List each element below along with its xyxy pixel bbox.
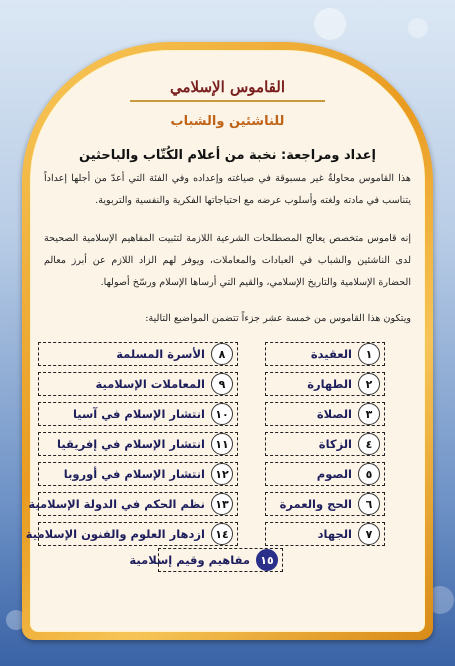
topic-number: ٦ (358, 493, 380, 515)
topic-label: نظم الحكم في الدولة الإسلامية (28, 497, 205, 511)
topic-number: ٢ (358, 373, 380, 395)
topic-item (38, 432, 238, 456)
topic-item (265, 372, 385, 396)
topic-number: ٤ (358, 433, 380, 455)
topic-label: الصلاة (316, 407, 352, 421)
topic-number: ٧ (358, 523, 380, 545)
credits-line: إعداد ومراجعة: نخبة من أعلام الكُتّاب والباحثين (79, 148, 376, 163)
topic-number: ١٤ (211, 523, 233, 545)
topic-item (265, 432, 385, 456)
topic-item (265, 522, 385, 546)
topic-number: ١١ (211, 433, 233, 455)
topic-item (38, 342, 238, 366)
topic-label: الزكاة (318, 437, 352, 451)
topic-number: ١٣ (211, 493, 233, 515)
title-underline (130, 100, 325, 102)
topics-list-left (25, 342, 238, 552)
topic-item (38, 462, 238, 486)
topic-item (25, 522, 238, 546)
topic-item (265, 462, 385, 486)
topic-number: ١٥ (256, 549, 278, 571)
topic-item (38, 402, 238, 426)
intro-paragraph: هذا القاموس محاولةٌ غير مسبوقة في صياغته وإعداده وفي الفئة التي أعدّ من أجلها إعداداً يتناسب في مادته ولغته وأسلوب عرضه مع احتياجاتها الفكرية والنفسية والتربوية. (44, 173, 411, 206)
page-title: القاموس الإسلامي (170, 78, 285, 96)
topic-label: الصوم (316, 467, 352, 481)
topic-number: ٣ (358, 403, 380, 425)
topics-list-right (265, 342, 385, 552)
topic-number: ١٢ (211, 463, 233, 485)
topic-label: المعاملات الإسلامية (95, 377, 205, 391)
topic-label: الجهاد (317, 527, 352, 541)
topic-label: انتشار الإسلام في إفريقيا (57, 437, 205, 451)
topic-item (265, 492, 385, 516)
topic-item (28, 492, 238, 516)
topic-number: ٥ (358, 463, 380, 485)
topic-number: ١ (358, 343, 380, 365)
topic-label: الأسرة المسلمة (116, 347, 205, 361)
topic-item-last (129, 548, 283, 572)
topic-item (265, 402, 385, 426)
topic-item (265, 342, 385, 366)
description-paragraph: إنه قاموس متخصص يعالج المصطلحات الشرعية اللازمة لتثبيت المفاهيم الإسلامية الصحيحة لدى الناشئين والشباب في العبادات والمعاملات، ويوفر لهم الزاد اللازم عن أبرز معالم الحضارة الإسلامية والتاريخ الإسلامي، والقيم التي أرساها الإسلام ورسّخ أصولها. (44, 233, 411, 288)
topic-label: الحج والعمرة (279, 497, 352, 511)
topic-label: انتشار الإسلام في أوروبا (63, 467, 205, 481)
topic-label: العقيدة (310, 347, 352, 361)
topics-intro: ويتكون هذا القاموس من خمسة عشر جزءاً تتضمن المواضيع التالية: (145, 313, 411, 324)
topic-number: ٩ (211, 373, 233, 395)
page-subtitle: للناشئين والشباب (170, 114, 285, 129)
topic-number: ١٠ (211, 403, 233, 425)
topic-label: الطهارة (307, 377, 352, 391)
topic-label: انتشار الإسلام في آسيا (72, 407, 205, 421)
topic-item (38, 372, 238, 396)
topic-label: مفاهيم وقيم إسلامية (129, 553, 250, 567)
topic-number: ٨ (211, 343, 233, 365)
topic-label: ازدهار العلوم والفنون الإسلامية (25, 527, 205, 541)
